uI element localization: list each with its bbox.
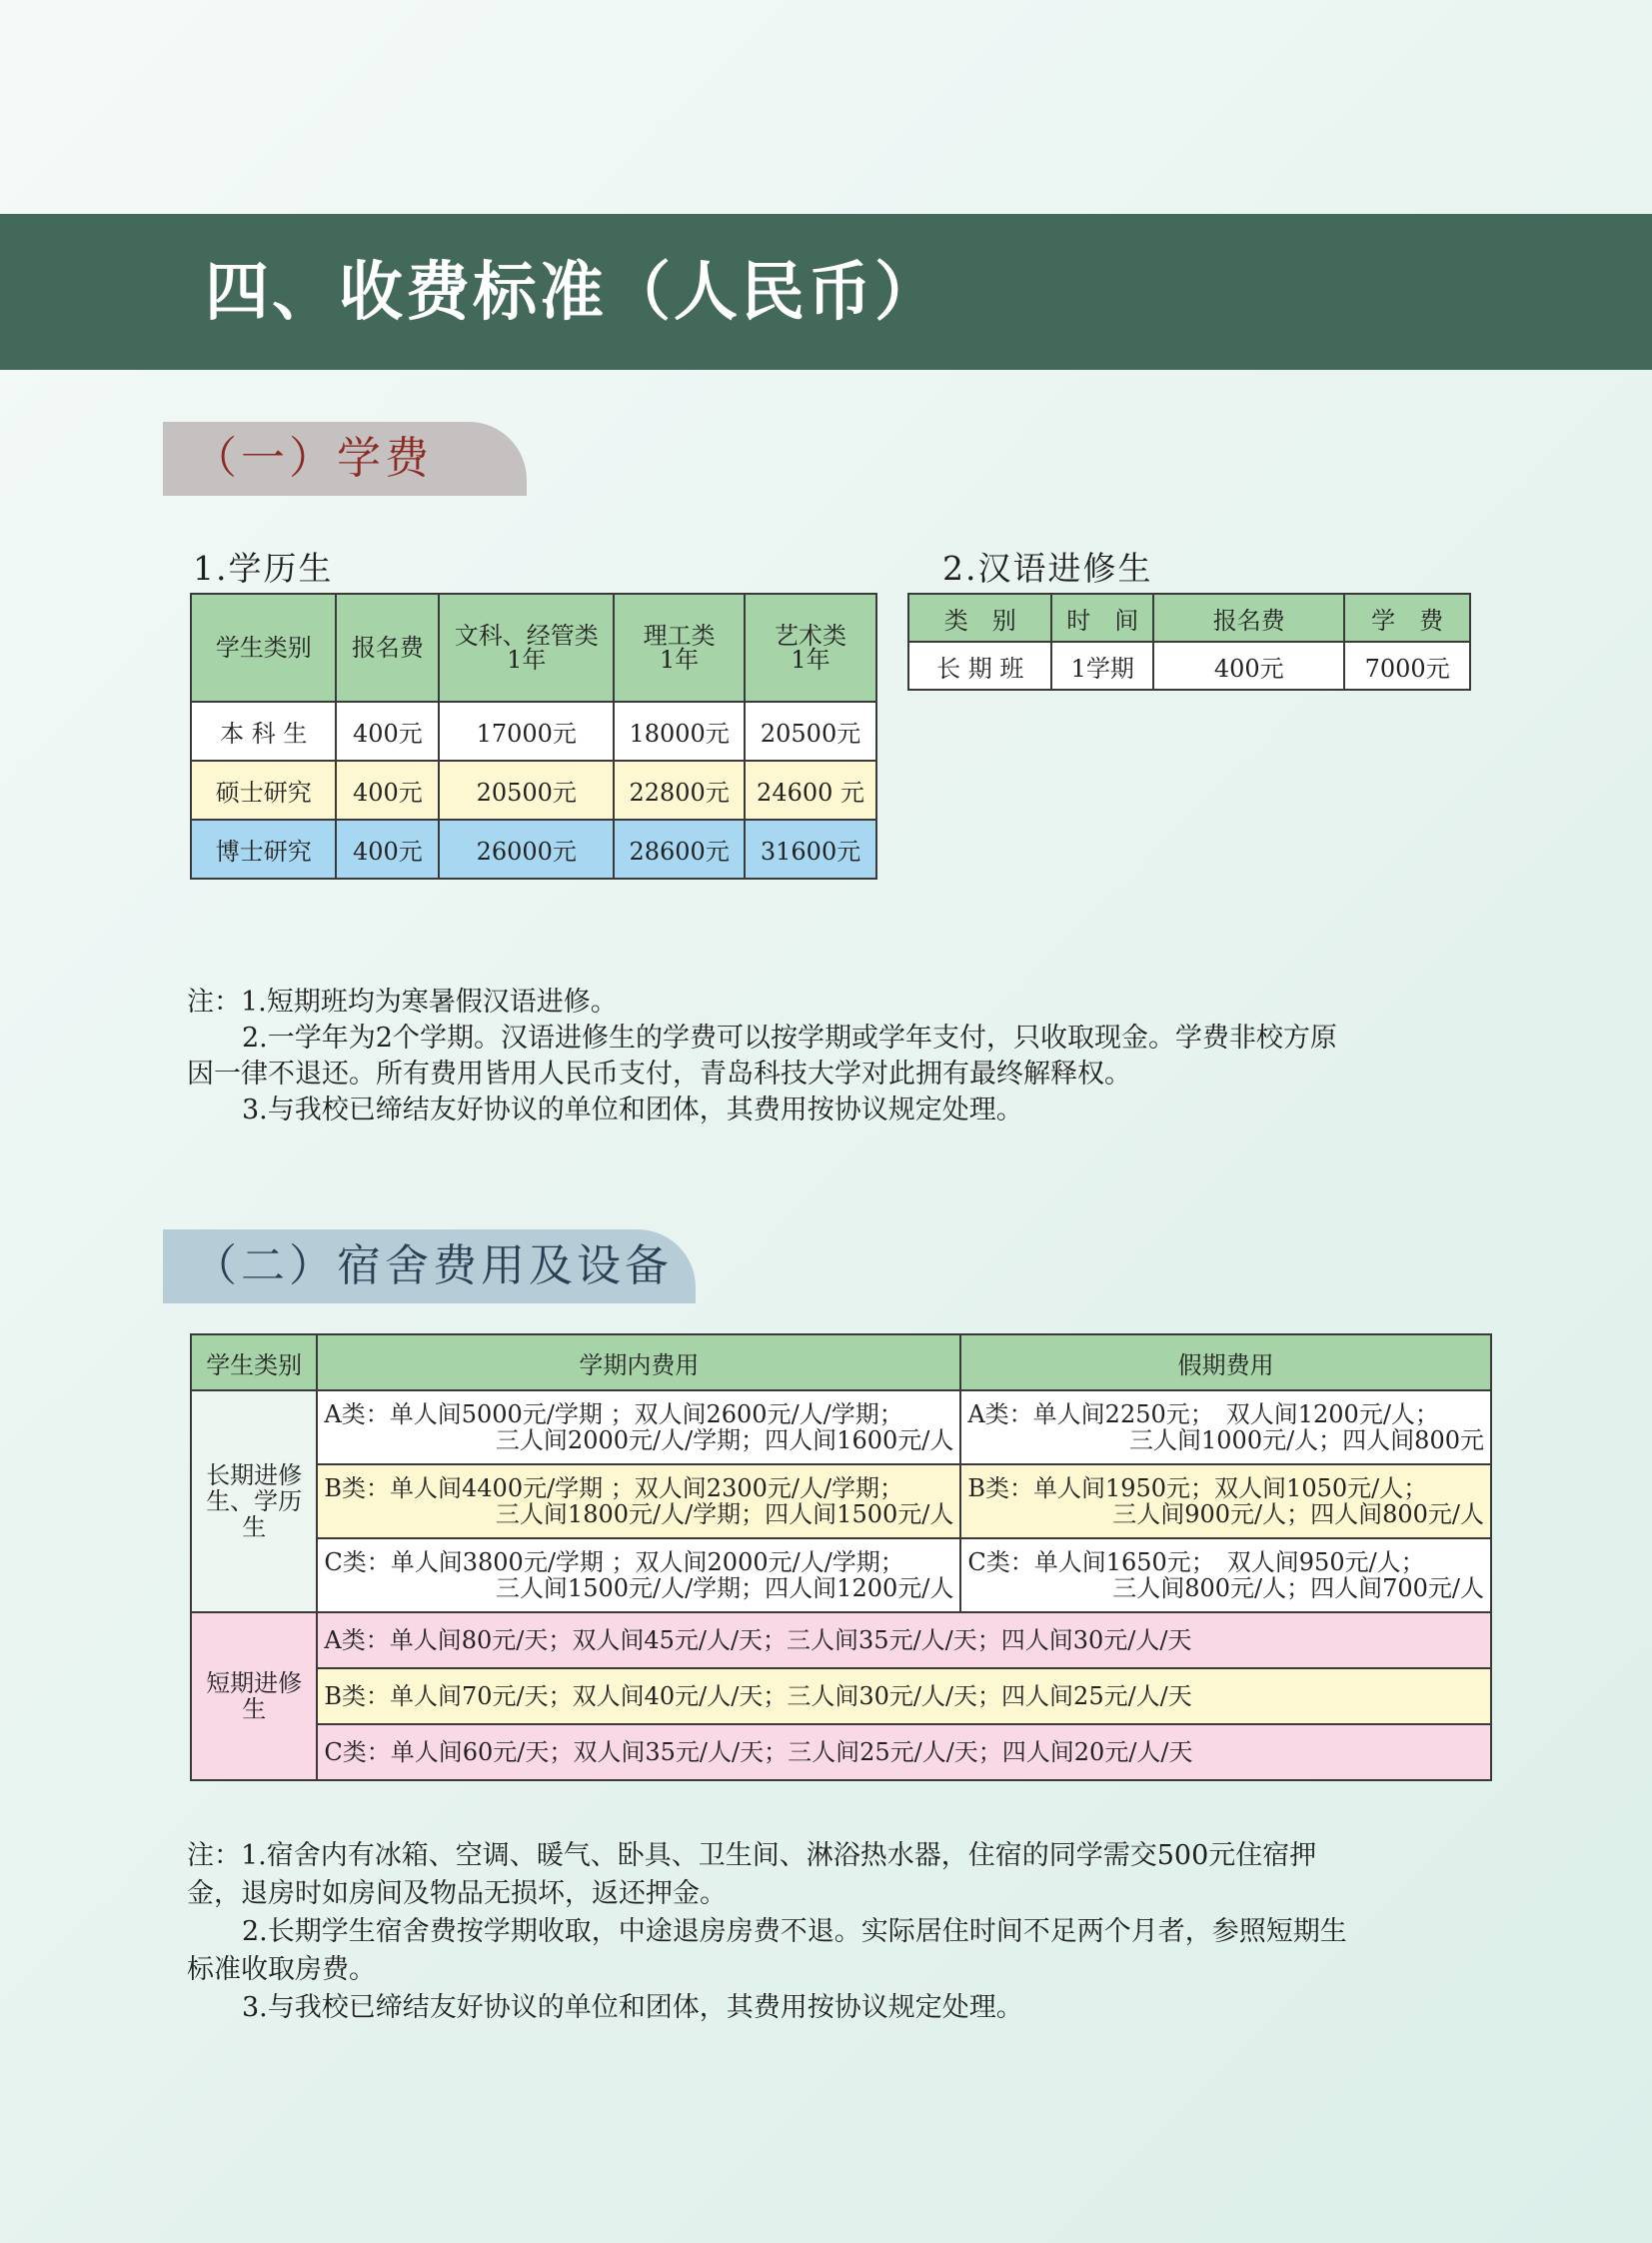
subheading-chinese-students: 2.汉语进修生 xyxy=(942,549,1153,588)
category-line: 生 xyxy=(242,1513,267,1541)
short-term-fee-cell: A类：单人间80元/天；双人间45元/人/天；三人间35元/人/天；四人间30元/人/天 xyxy=(317,1612,1491,1668)
table-cell: 24600 元 xyxy=(745,761,876,820)
holiday-fee-cell xyxy=(960,1538,1491,1612)
degree-tuition-table xyxy=(190,593,877,880)
table-row xyxy=(191,1724,1491,1780)
table-cell: 26000元 xyxy=(439,820,614,879)
dormitory-notes xyxy=(187,1837,1496,2027)
tuition-notes xyxy=(187,985,1486,1128)
note-line: 2.一学年为2个学期。汉语进修生的学费可以按学期或学年支付，只收取现金。学费非校方原 xyxy=(242,1023,1337,1054)
subheading-degree-students: 1.学历生 xyxy=(193,549,334,588)
dormitory-fee-table xyxy=(190,1333,1492,1781)
table-row xyxy=(191,1612,1491,1668)
table-cell: 31600元 xyxy=(745,820,876,879)
page-title: 四、收费标准（人民币） xyxy=(205,256,941,330)
fee-line: 三人间2000元/人/学期；四人间1600元/人 xyxy=(495,1426,954,1454)
term-fee-cell xyxy=(317,1390,960,1464)
table-cell: 400元 xyxy=(336,761,439,820)
table-cell: 22800元 xyxy=(614,761,745,820)
header-line: 1年 xyxy=(507,646,547,674)
category-line: 短期进修 xyxy=(206,1669,303,1697)
header-cell: 报名费 xyxy=(1153,594,1344,642)
short-term-fee-cell: B类：单人间70元/天；双人间40元/人/天；三人间30元/人/天；四人间25元/人/天 xyxy=(317,1668,1491,1724)
table-cell: 1学期 xyxy=(1051,642,1153,690)
table-row xyxy=(191,702,876,761)
fee-line: B类：单人间4400元/学期 ；双人间2300元/人/学期； xyxy=(324,1474,904,1502)
table-row xyxy=(191,761,876,820)
holiday-fee-cell xyxy=(960,1390,1491,1464)
table-row xyxy=(191,1538,1491,1612)
header-cell xyxy=(614,594,745,702)
fee-line: B类：单人间1950元；双人间1050元/人； xyxy=(967,1474,1428,1502)
table-cell: 20500元 xyxy=(745,702,876,761)
header-line: 1年 xyxy=(791,646,830,674)
fee-line: A类：单人间2250元； 双人间1200元/人； xyxy=(967,1400,1439,1428)
fee-line: 三人间800元/人；四人间700元/人 xyxy=(1112,1574,1484,1602)
table-header-row xyxy=(191,1334,1491,1390)
fee-line: A类：单人间5000元/学期 ；双人间2600元/人/学期； xyxy=(324,1400,903,1428)
note-line: 因一律不退还。所有费用皆用人民币支付，青岛科技大学对此拥有最终解释权。 xyxy=(187,1059,1131,1090)
short-term-fee-cell: C类：单人间60元/天；双人间35元/人/天；三人间25元/人/天；四人间20元/人/天 xyxy=(317,1724,1491,1780)
table-cell: 7000元 xyxy=(1344,642,1470,690)
table-cell: 400元 xyxy=(336,702,439,761)
note-line: 标准收取房费。 xyxy=(187,1954,376,1985)
table-header-row xyxy=(908,594,1470,642)
fee-line: 三人间1500元/人/学期；四人间1200元/人 xyxy=(495,1574,954,1602)
table-cell: 长 期 班 xyxy=(908,642,1051,690)
table-row xyxy=(191,1668,1491,1724)
header-cell xyxy=(439,594,614,702)
fee-line: C类：单人间1650元； 双人间950元/人； xyxy=(967,1548,1425,1576)
holiday-fee-cell xyxy=(960,1464,1491,1538)
header-cell: 时 间 xyxy=(1051,594,1153,642)
note-line: 金，退房时如房间及物品无损坏，返还押金。 xyxy=(187,1878,727,1909)
table-row xyxy=(191,1390,1491,1464)
fee-line: 三人间1800元/人/学期；四人间1500元/人 xyxy=(495,1500,954,1528)
table-cell: 20500元 xyxy=(439,761,614,820)
table-cell: 17000元 xyxy=(439,702,614,761)
fee-line: 三人间900元/人；四人间800元/人 xyxy=(1112,1500,1484,1528)
table-cell: 硕士研究 xyxy=(191,761,336,820)
header-cell: 学生类别 xyxy=(191,1334,317,1390)
note-line: 3.与我校已缔结友好协议的单位和团体，其费用按协议规定处理。 xyxy=(242,1095,1023,1125)
header-cell: 学期内费用 xyxy=(317,1334,960,1390)
table-row xyxy=(191,820,876,879)
table-cell: 400元 xyxy=(336,820,439,879)
short-term-category-cell xyxy=(191,1612,317,1780)
table-cell: 400元 xyxy=(1153,642,1344,690)
table-cell: 28600元 xyxy=(614,820,745,879)
note-line: 注：1.短期班均为寒暑假汉语进修。 xyxy=(187,987,618,1018)
table-cell: 18000元 xyxy=(614,702,745,761)
header-cell: 学 费 xyxy=(1344,594,1470,642)
fee-line: 三人间1000元/人；四人间800元 xyxy=(1129,1426,1484,1454)
title-banner xyxy=(0,214,1652,370)
table-header-row xyxy=(191,594,876,702)
header-cell xyxy=(745,594,876,702)
header-cell: 类 别 xyxy=(908,594,1051,642)
term-fee-cell xyxy=(317,1464,960,1538)
table-row xyxy=(908,642,1470,690)
category-line: 长期进修 xyxy=(206,1461,303,1489)
table-row xyxy=(191,1464,1491,1538)
chinese-tuition-table xyxy=(907,593,1471,691)
note-line: 3.与我校已缔结友好协议的单位和团体，其费用按协议规定处理。 xyxy=(242,1992,1023,2023)
header-line: 艺术类 xyxy=(775,622,847,650)
header-cell: 报名费 xyxy=(336,594,439,702)
note-line: 注：1.宿舍内有冰箱、空调、暖气、卧具、卫生间、淋浴热水器，住宿的同学需交500元住宿押 xyxy=(187,1840,1317,1871)
note-line: 2.长期学生宿舍费按学期收取，中途退房房费不退。实际居住时间不足两个月者，参照短期生 xyxy=(242,1916,1347,1947)
term-fee-cell xyxy=(317,1538,960,1612)
header-line: 理工类 xyxy=(643,622,716,650)
table-cell: 本 科 生 xyxy=(191,702,336,761)
header-cell: 学生类别 xyxy=(191,594,336,702)
header-line: 文科、经管类 xyxy=(454,622,599,650)
table-cell: 博士研究 xyxy=(191,820,336,879)
header-line: 1年 xyxy=(660,646,700,674)
fee-line: C类：单人间3800元/学期 ；双人间2000元/人/学期； xyxy=(324,1548,904,1576)
category-line: 生 xyxy=(242,1695,267,1723)
section-tuition-heading: （一）学费 xyxy=(163,422,527,496)
long-term-category-cell xyxy=(191,1390,317,1612)
category-line: 生、学历 xyxy=(206,1487,303,1515)
header-cell: 假期费用 xyxy=(960,1334,1491,1390)
section-dormitory-heading: （二）宿舍费用及设备 xyxy=(163,1229,696,1303)
